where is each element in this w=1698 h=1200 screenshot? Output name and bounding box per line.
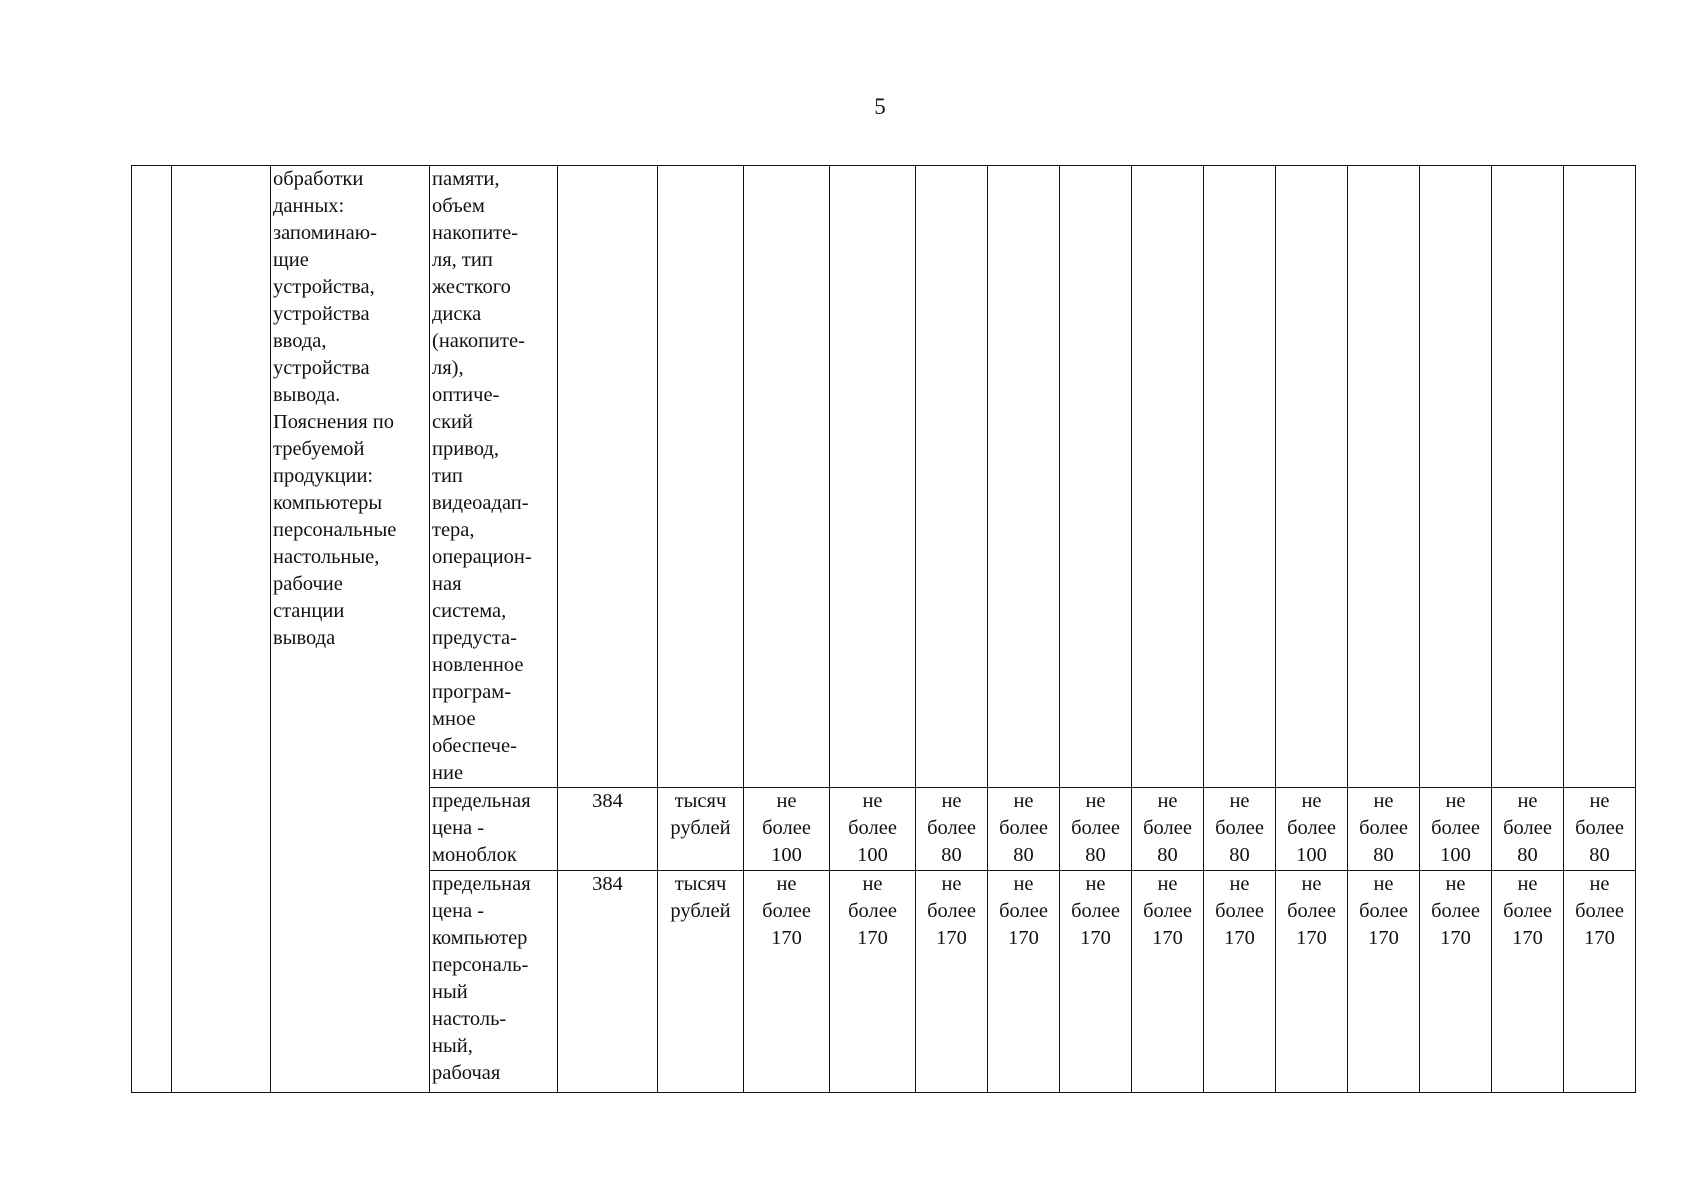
cell-value: не более 80 bbox=[1060, 788, 1132, 871]
cell-empty bbox=[1276, 166, 1348, 788]
cell-value: не более 170 bbox=[1276, 871, 1348, 1093]
cell-value: не более 170 bbox=[1132, 871, 1204, 1093]
table-row bbox=[132, 166, 1636, 788]
cell-empty bbox=[744, 166, 830, 788]
cell-empty bbox=[1348, 166, 1420, 788]
cell-empty bbox=[988, 166, 1060, 788]
cell-code bbox=[172, 166, 271, 1093]
cell-value: не более 80 bbox=[1204, 788, 1276, 871]
cell-value: не более 170 bbox=[916, 871, 988, 1093]
cell-characteristic: предельная цена - моноблок bbox=[430, 788, 558, 871]
cell-okei-code: 384 bbox=[558, 871, 658, 1093]
cell-product-name: обработки данных: запоминаю- щие устройства, устройства ввода, устройства вывода. Пояснения по требуемой продукции: компьютеры персональные настольные, рабочие станции вывода bbox=[271, 166, 430, 1093]
cell-value: не более 170 bbox=[1492, 871, 1564, 1093]
cell-empty bbox=[558, 166, 658, 788]
cell-empty bbox=[1132, 166, 1204, 788]
cell-value: не более 170 bbox=[1564, 871, 1636, 1093]
cell-value: не более 100 bbox=[830, 788, 916, 871]
cell-empty bbox=[916, 166, 988, 788]
cell-value: не более 100 bbox=[744, 788, 830, 871]
cell-empty bbox=[1564, 166, 1636, 788]
cell-value: не более 170 bbox=[1060, 871, 1132, 1093]
cell-unit: тысяч рублей bbox=[658, 788, 744, 871]
cell-unit: тысяч рублей bbox=[658, 871, 744, 1093]
cell-empty bbox=[830, 166, 916, 788]
page-number: 5 bbox=[874, 94, 886, 119]
cell-index bbox=[132, 166, 172, 1093]
cell-value: не более 170 bbox=[830, 871, 916, 1093]
cell-value: не более 80 bbox=[1132, 788, 1204, 871]
cell-characteristic: памяти, объем накопите- ля, тип жесткого диска (накопите- ля), оптиче- ский привод, тип видеоадап- тера, операцион- ная система, предуста- новленное програм- мное обеспече- ние bbox=[430, 166, 558, 788]
cell-empty bbox=[1492, 166, 1564, 788]
cell-value: не более 170 bbox=[1420, 871, 1492, 1093]
cell-value: не более 100 bbox=[1276, 788, 1348, 871]
cell-value: не более 80 bbox=[1348, 788, 1420, 871]
cell-value: не более 170 bbox=[744, 871, 830, 1093]
cell-value: не более 80 bbox=[916, 788, 988, 871]
cell-value: не более 80 bbox=[1492, 788, 1564, 871]
cell-characteristic: предельная цена - компьютер персональ- ный настоль- ный, рабочая bbox=[430, 871, 558, 1093]
cell-empty bbox=[1060, 166, 1132, 788]
cell-value: не более 170 bbox=[1348, 871, 1420, 1093]
cell-okei-code: 384 bbox=[558, 788, 658, 871]
cell-value: не более 80 bbox=[1564, 788, 1636, 871]
requirements-table bbox=[131, 165, 1636, 1093]
cell-value: не более 80 bbox=[988, 788, 1060, 871]
cell-value: не более 170 bbox=[1204, 871, 1276, 1093]
cell-empty bbox=[1420, 166, 1492, 788]
cell-empty bbox=[1204, 166, 1276, 788]
cell-value: не более 170 bbox=[988, 871, 1060, 1093]
cell-empty bbox=[658, 166, 744, 788]
cell-value: не более 100 bbox=[1420, 788, 1492, 871]
